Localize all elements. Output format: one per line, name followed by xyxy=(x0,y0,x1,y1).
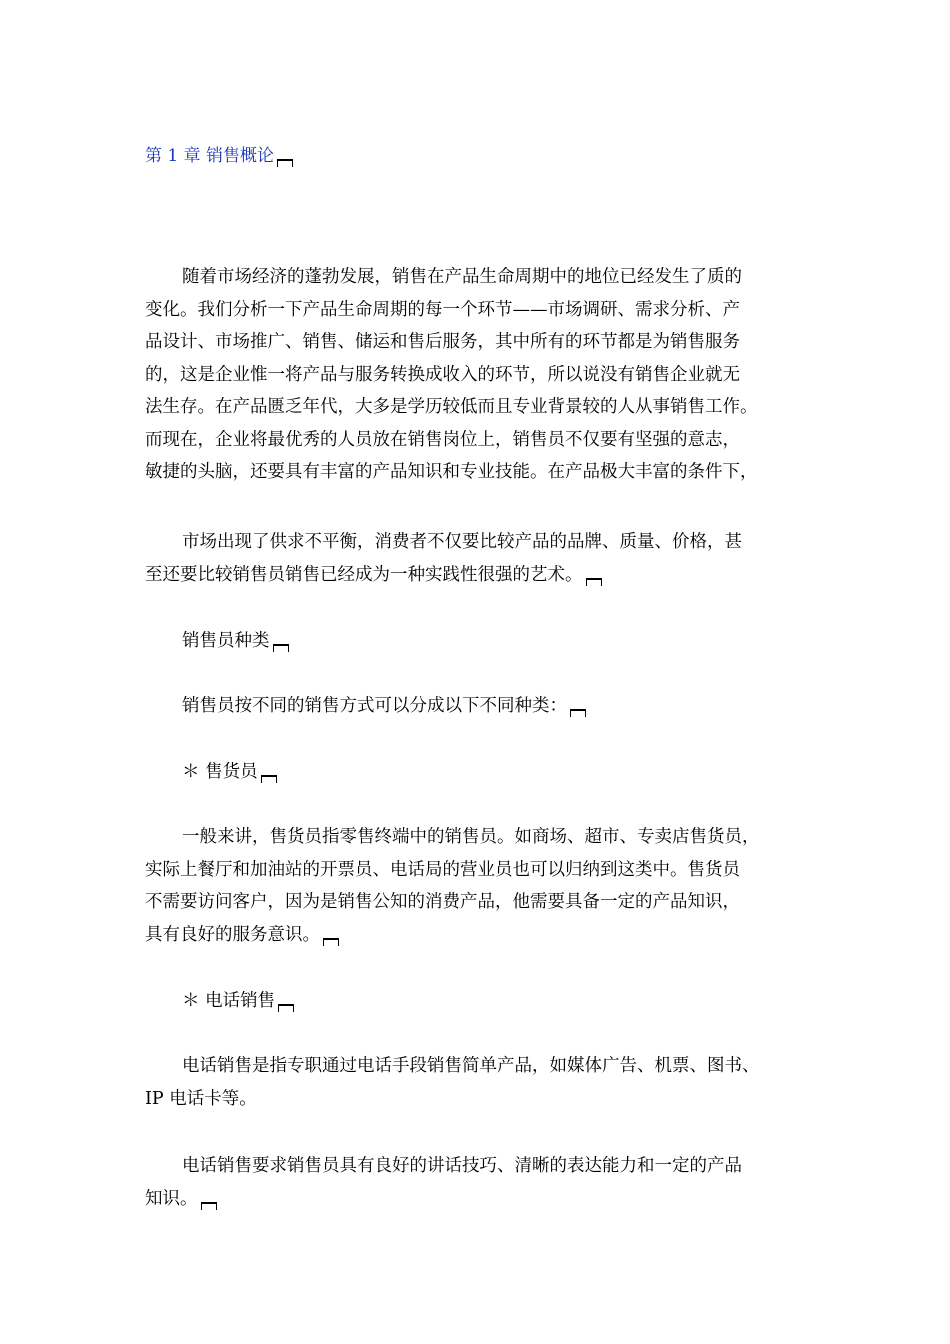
paragraph-sales-clerk xyxy=(145,821,810,951)
text-line xyxy=(145,919,810,952)
return-mark-icon xyxy=(277,159,293,167)
heading-sales-clerk xyxy=(182,756,277,788)
text-line: 一般来讲，售货员指零售终端中的销售员。如商场、超市、专卖店售货员， xyxy=(182,827,760,847)
text-line-content: 具有良好的服务意识。 xyxy=(145,924,320,945)
heading-salesperson-types xyxy=(182,625,289,657)
text-line: 法生存。在产品匮乏年代，大多是学历较低而且专业背景较的人从事销售工作。 xyxy=(145,397,758,417)
return-mark-icon xyxy=(586,578,602,586)
chapter-title-text: 第 1 章 销售概论 xyxy=(145,146,275,166)
text-line-content: 知识。 xyxy=(145,1188,198,1209)
text-line: 的，这是企业惟一将产品与服务转换成收入的环节，所以说没有销售企业就无 xyxy=(145,364,740,385)
text-line: 品设计、市场推广、销售、储运和售后服务，其中所有的环节都是为销售服务 xyxy=(145,332,740,352)
text-line: 销售员按不同的销售方式可以分成以下不同种类： xyxy=(182,696,567,716)
text-line xyxy=(145,1183,810,1216)
text-line: 不需要访问客户，因为是销售公知的消费产品，他需要具备一定的产品知识， xyxy=(145,892,740,912)
text-line: 电话销售要求销售员具有良好的讲话技巧、清晰的表达能力和一定的产品 xyxy=(182,1156,742,1176)
paragraph-classification xyxy=(182,690,586,722)
heading-phone-sales xyxy=(182,985,294,1017)
text-line: 电话销售是指专职通过电话手段销售简单产品，如媒体广告、机票、图书、 xyxy=(182,1056,760,1076)
text-line-content: 至还要比较销售员销售已经成为一种实践性很强的艺术。 xyxy=(145,564,583,585)
return-mark-icon xyxy=(201,1202,217,1210)
text-line: 市场出现了供求不平衡，消费者不仅要比较产品的品牌、质量、价格，甚 xyxy=(182,532,742,552)
text-line: IP 电话卡等。 xyxy=(145,1088,257,1109)
text-line: 敏捷的头脑，还要具有丰富的产品知识和专业技能。在产品极大丰富的条件下， xyxy=(145,462,758,482)
return-mark-icon xyxy=(323,938,339,946)
text-line: 变化。我们分析一下产品生命周期的每一个环节——市场调研、需求分析、产 xyxy=(145,299,740,320)
paragraph-phone-requirements xyxy=(145,1150,810,1215)
text-line: 实际上餐厅和加油站的开票员、电话局的营业员也可以归纳到这类中。售货员 xyxy=(145,859,740,880)
chapter-title xyxy=(145,144,293,168)
paragraph-market xyxy=(145,526,810,591)
paragraph-intro xyxy=(145,261,810,489)
return-mark-icon xyxy=(278,1004,294,1012)
heading-text: ＊ 售货员 xyxy=(182,762,258,782)
text-line: 而现在，企业将最优秀的人员放在销售岗位上，销售员不仅要有坚强的意志， xyxy=(145,429,740,450)
heading-text: 销售员种类 xyxy=(182,631,270,651)
heading-text: ＊ 电话销售 xyxy=(182,991,276,1011)
return-mark-icon xyxy=(570,709,586,717)
paragraph-phone-sales xyxy=(145,1050,810,1115)
text-line: 随着市场经济的蓬勃发展，销售在产品生命周期中的地位已经发生了质的 xyxy=(182,267,742,287)
text-line xyxy=(145,559,810,592)
return-mark-icon xyxy=(273,644,289,652)
return-mark-icon xyxy=(261,775,277,783)
